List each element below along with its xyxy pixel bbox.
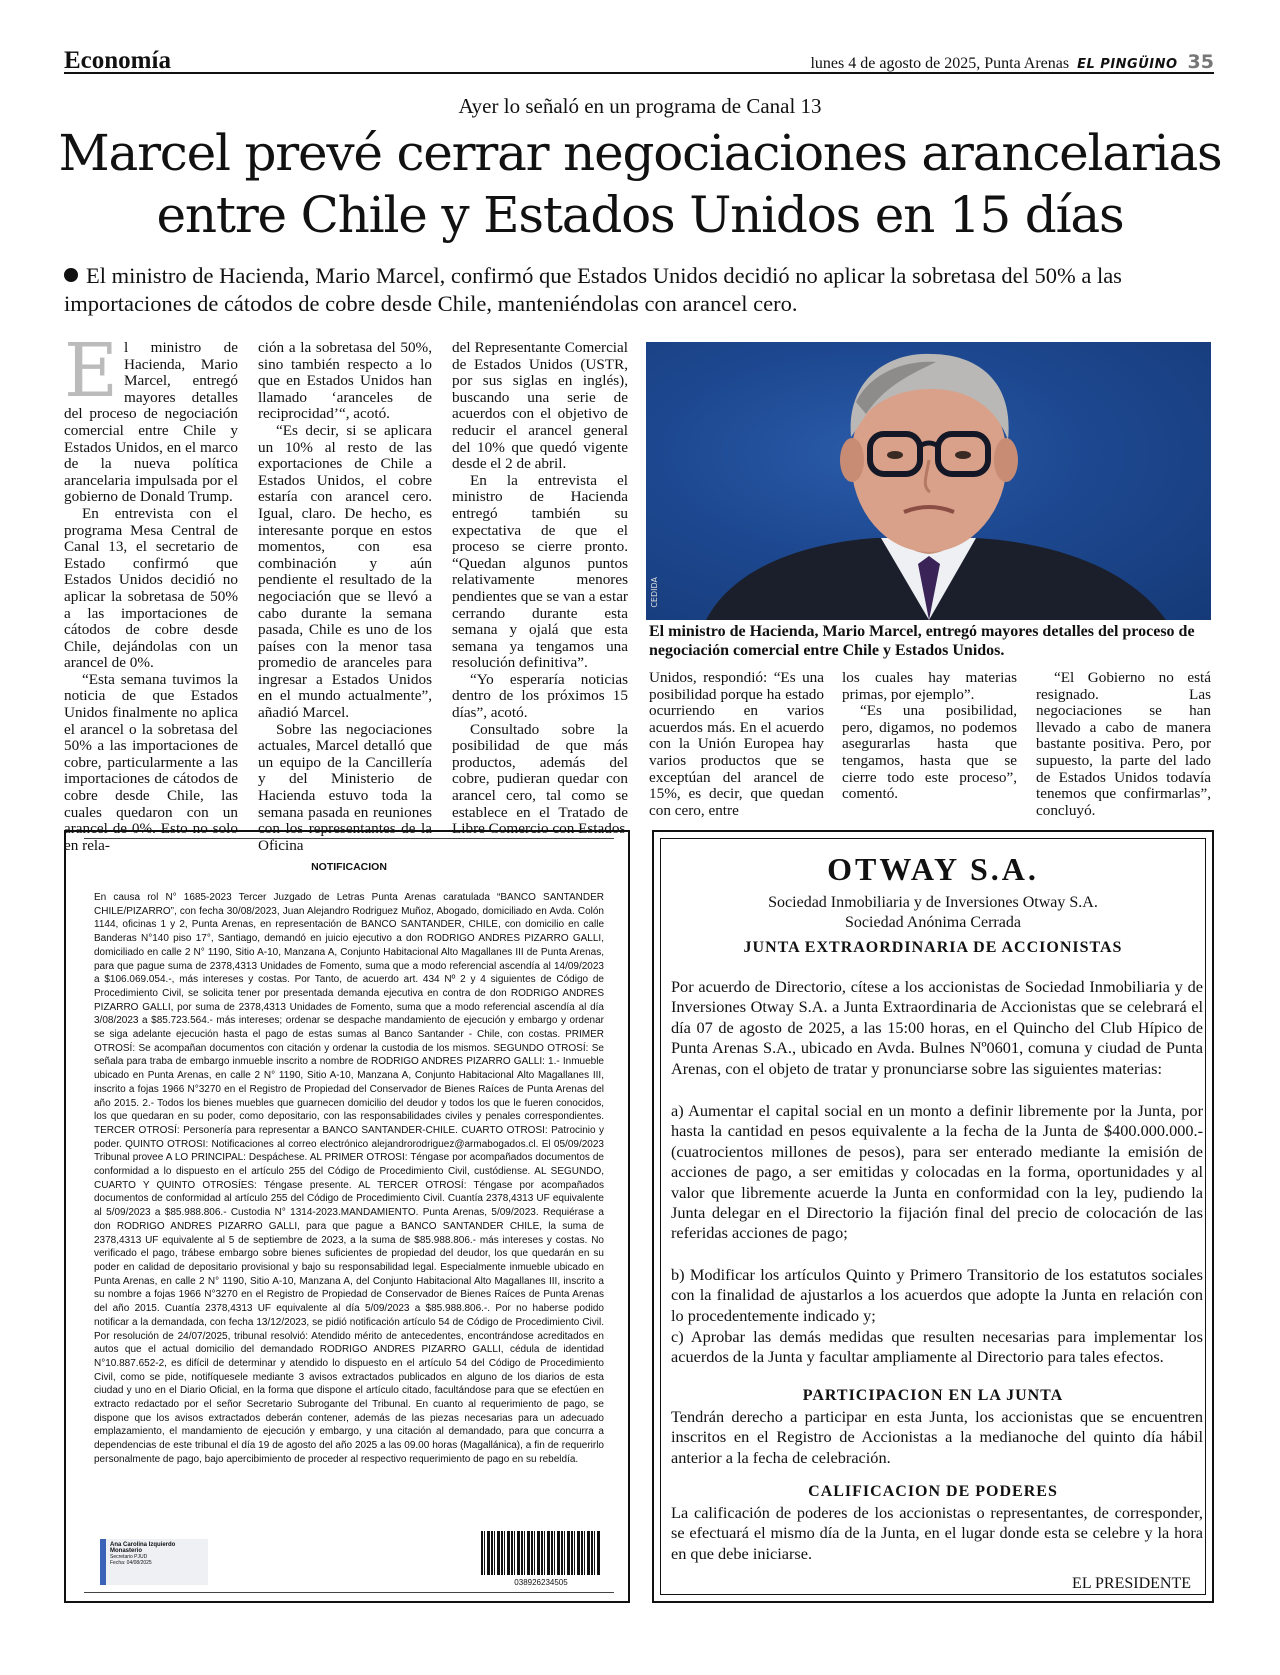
signature-president: EL PRESIDENTE (1072, 1575, 1191, 1592)
paragraph: los cuales hay materias primas, por ejemplo”. (842, 669, 1017, 703)
item-b: b) Modificar los artículos Quinto y Primero Transitorio de los estatutos sociales con la finalidad de ajustarlos a los acuerdos que adopte la Junta en relación con lo procedentemente indicado y; (671, 1265, 1203, 1325)
otway-notice (652, 830, 1214, 1603)
article-column-4 (649, 670, 824, 819)
signer-date: Fecha: 04/08/2025 (110, 1560, 152, 1566)
drop-cap: E (64, 328, 119, 414)
signer-name: Ana Carolina Izquierdo Monasterio (110, 1542, 176, 1554)
barcode-number: 038926234505 (514, 1578, 568, 1587)
electronic-signature (100, 1539, 208, 1585)
barcode-icon (481, 1531, 601, 1575)
company-subtitle-2: Sociedad Anónima Cerrada (845, 914, 1021, 931)
company-subtitle (661, 893, 1205, 933)
page-header (64, 48, 1214, 74)
powers-heading: CALIFICACION DE PODERES (808, 1483, 1058, 1500)
article-column-1 (64, 328, 238, 854)
article-headline (40, 122, 1240, 246)
participation-heading: PARTICIPACION EN LA JUNTA (802, 1387, 1064, 1404)
photo-caption: El ministro de Hacienda, Mario Marcel, entregó mayores detalles del proceso de negociación comercial entre Chile y Estados Unidos. (649, 623, 1195, 659)
header-right (810, 52, 1214, 75)
paragraph: Consultado sobre la posibilidad de que más productos, además del cobre, pudieran quedar con arancel cero, tal como se establece en el Tratado de Libre Comercio con Estados (452, 720, 628, 838)
notice-body: En causa rol N° 1685-2023 Tercer Juzgado de Letras Punta Arenas caratulada “BANCO SANTANDER CHILE/PIZARRO”, con fecha 30/08/2023, Juan Alejandro Rodriguez Muñoz, Abogado, domiciliado en Avda. Colón 1144, oficinas 1 y 2, Punta Arenas, en representación de BANCO SANTANDER, CHILE, con domicilio en calle Banderas N°140 piso 17°, Santiago, demandó en juicio ejecutivo a don RODRIGO ANDRES PIZARRO GALLI, domiciliado en calle 2 N° 1190, Sitio A-10, Manzana A, Conjunto Habitacional Alto Magallanes III de Punta Arenas, para que pague suma de 2378,4313 Unidades de Fomento, suma que a modo referencial ascendía al 14/09/2023 a $106.069.054.-, más intereses y costas. Por Tanto, de acuerdo art. 434 Nº 2 y 4 siguientes de Código de Procedimiento Civil, se solicita tener por presentada demanda ejecutiva en contra de don RODRIGO ANDRES PIZARRO GALLI, por suma de 2378,4313 Unidades de Fomento, suma que a modo referencial ascendía al día 3/08/2023 a $85.723.564.- más intereses; ordenar se despache mandamiento de ejecución y embargo y ordenar se siga adelante ejecución hasta el pago de estas sumas al Banco Santander - Chile, con costas. PRIMER OTROSÍ: Se acompañan documentos con citación y ordenar la custodia de los mismos. SEGUNDO OTROSÍ: Se señala para traba de embargo inmueble inscrito a nombre de RODRIGO ANDRES PIZARRO GALLI: 1.- Inmueble ubicado en Punta Arenas, en calle 2 N° 1190, Sitio A-10, Manzana A, Conjunto Habitacional Alto Magallanes III, inscrito a fojas 1966 N°3270 en el Registro de Propiedad del Conservador de Bienes Raíces de Punta Arenas del año 2015. 2.- Todos los bienes muebles que guarnecen domicilio del deudor y todos los que le fueren conocidos, los que quedaran en su poder, como depositario, con las responsabilidades civiles y penales correspondientes. TERCER OTROSÍ: Personería para representar a BANCO SANTANDER-CHILE. CUARTO OTROSI: Patrocinio y poder. QUINTO OTROSI: Notificaciones al correo electrónico alejandrorodriguez@armabogados.cl. El 05/09/2023 Tribunal provee A LO PRINCIPAL: Despáchese. AL PRIMER OTROSI: Téngase por acompañados documentos de conformidad a lo dispuesto en el artículo 255 del Código de Procedimiento Civil, custódiense. AL SEGUNDO, CUARTO Y QUINTO OTROSÍES: Téngase presente. AL TERCER OTROSÍ: Téngase por acompañados documentos de conformidad al artículo 255 del Código de Procedimiento Civil. Cuantía 2378,4313 UF equivalente al 5/09/2023 a $85.988.806.- Custodia N° 1314-2023.MANDAMIENTO. Punta Arenas, 5/09/2023. Requiérase a don RODRIGO ANDRES PIZARRO GALLI, para que pague a BANCO SANTANDER CHILE, la suma de 2378,4313 UF equivalente al 5 de septiembre de 2023, a la suma de $85.988.806.- más intereses y costas. No verificado el pago, trábese embargo sobre bienes suficientes de propiedad del deudor, los que quedarán en su poder en calidad de depositario provisional y bajo su responsabilidad legal. Especialmente inmueble ubicado en Punta Arenas, en calle 2 N° 1190, Sitio A-10, Manzana A, del Conjunto Habitacional Alto Magallanes III, inscrito a su nombre a fojas 1966 N°3270 en el Registro de Propiedad de Conservador de Bienes Raíces de Punta Arenas del año 2015. Cuantía 2378,4313 UF equivalente al día 5/09/2023 a $85.988.806.-. Por no haberse podido notificar a la demandada, con fecha 13/12/2023, se pidió notificación artículo 54 de Código de Procedimiento Civil. Por resolución de 24/07/2025, tribunal resolvió: Atendido mérito de antecedentes, encontrándose acreditados en autos que el actual domicilio del demandado RODRIGO ANDRES PIZARRO GALLI, cédula de identidad N°10.887.652-2, es difícil de determinar y atendido lo dispuesto en el artículo 54 del Código de Procedimiento Civil, como se pide, notifíquesele mediante 3 avisos extractados publicados en alguno de los diarios de esta ciudad y uno en el Diario Oficial, en la forma que dispone el artículo citado, facultándose para que se efectúen en extracto redactado por el señor Secretario Subrogante del Tribunal. En cuanto al requerimiento de pago, se dispone que los avisos extractados deberán contener, además de las piezas necesarias para un adecuado emplazamiento, el mandamiento de ejecución y embargo, y una citación al demandado, para que concurra a dependencias de este tribunal el día 19 de agosto del año 2025 a las 09.00 horas (Magallánica), a fin de requerirlo personalmente de pago, bajo apercibimiento de proceder al respectivo requerimiento de pago en su rebeldía. (94, 892, 604, 1465)
paragraph: Unidos, respondió: “Es una posibilidad porque ha estado ocurriendo en varios acuerdos más. En el acuerdo con la Unión Europea hay varios productos que se exceptúan del arancel de 15%, es decir, que quedan con cero, entre (649, 669, 824, 819)
paragraph: “El Gobierno no está resignado. Las negociaciones se han llevado a cabo de manera bastante positiva. Pero, por supuesto, la parte del lado de Estados Unidos todavía tenemos que confirmarlas”, concluyó. (1036, 669, 1211, 819)
portrait-illustration (646, 342, 1211, 620)
page-number: 35 (1187, 51, 1214, 73)
article-photo (646, 342, 1211, 620)
legal-notice (64, 830, 630, 1603)
lead-text: El ministro de Hacienda, Mario Marcel, confirmó que Estados Unidos decidió no aplicar la sobretasa del 50% a las importaciones de cátodos de cobre desde Chile, manteniéndolas con arancel cero. (64, 263, 1122, 316)
paragraph: Sobre las negociaciones actuales, Marcel detalló que un equipo de la Cancillería y del Ministerio de Hacienda estuvo toda la semana pasada en reuniones con los representantes de la Oficina (258, 720, 432, 854)
paragraph: l ministro de Hacienda, Mario Marcel, entregó mayores detalles del proceso de negociación comercial entre Chile y Estados Unidos, en el marco de la nueva política arancelaria impulsada por el gobierno de Donald Trump. (64, 339, 238, 506)
article-column-6 (1036, 670, 1211, 819)
article-lead (64, 262, 1214, 318)
notice-title: NOTIFICACION (311, 861, 387, 873)
item-c: c) Aprobar las demás medidas que resulten necesarias para implementar los acuerdos de la Junta y facultar ampliamente al Directorio para tales efectos. (671, 1327, 1203, 1367)
item-a: a) Aumentar el capital social en un monto a definir libremente por la Junta, por hasta la cantidad en pesos equivalente a la fecha de la Junta de $400.000.000.- (cuatrocientos millones de pesos), para ser enterado mediante la emisión de acciones de pago, a ser emitidas y colocadas en la forma, oportunidades y al valor que libremente acuerde la Junta en conformidad con la ley, pudiendo la Junta delegar en el Directorio la fijación final del precio de colocación de las referidas acciones de pago; (671, 1101, 1203, 1243)
company-subtitle-1: Sociedad Inmobiliaria y de Inversiones Otway S.A. (768, 894, 1098, 911)
paragraph: “Es una posibilidad, pero, digamos, no podemos asegurarlas hasta que tengamos, hasta que se cierre todo este proceso”, comentó. (842, 702, 1017, 803)
participation-text: Tendrán derecho a participar en esta Junta, los accionistas que se encuentren inscritos en el Registro de Accionistas a la medianoche del quinto día hábil anterior a la fecha de celebración. (671, 1407, 1203, 1467)
otway-notice-inner (660, 838, 1206, 1595)
paragraph: del Representante Comercial de Estados Unidos (USTR, por sus siglas en inglés), buscando una serie de acuerdos con el objetivo de reducir el arancel general del 10% que quedó vigente desde el 2 de abril. (452, 339, 628, 473)
signer-role: Secretario PJUD (110, 1554, 148, 1560)
article-kicker: Ayer lo señaló en un programa de Canal 13 (458, 94, 822, 118)
company-name: OTWAY S.A. (827, 851, 1039, 887)
paragraph: “Es decir, si se aplicara un 10% al resto de las exportaciones de Chile a Estados Unidos, el cobre estaría con arancel cero. Igual, claro. De hecho, es interesante porque en estos momentos, con esa combinación y aún pendiente el resultado de la negociación que se llevó a cabo durante la semana pasada, Chile es uno de los países con la menor tasa promedio de aranceles para ingresar a Estados Unidos en el mundo actualmente”, añadió Marcel. (258, 421, 432, 722)
powers-text: La calificación de poderes de los accionistas o representantes, de corresponder, se efectuará el mismo día de la Junta, en el lugar donde esta se celebre y la hora en que debe iniciarse. (671, 1503, 1203, 1563)
section-name: Economía (64, 47, 171, 74)
meeting-intro: Por acuerdo de Directorio, cítese a los accionistas de Sociedad Inmobiliaria y de Inversiones Otway S.A. a Junta Extraordinaria de Accionistas que se celebrará el día 07 de agosto de 2025, a las 15:00 horas, en el Quincho del Club Hípico de Punta Arenas S.A., ubicado en Avda. Bulnes Nº0601, comuna y ciudad de Punta Arenas, con el objeto de tratar y pronunciarse sobre las siguientes materias: (671, 977, 1203, 1078)
article-column-3 (452, 340, 628, 838)
legal-notice-inner (84, 838, 614, 1593)
article-column-5 (842, 670, 1017, 803)
paragraph: “Esta semana tuvimos la noticia de que Estados Unidos finalmente no aplica el arancel o la sobretasa del 50% a las importaciones de cobre, particularmente a las importaciones de cátodos de cobre desde Chile, las cuales quedaron con un arancel de 0%. Esto no solo en rela- (64, 670, 238, 854)
photo-credit: CEDIDA (650, 577, 659, 608)
headline-line-2: entre Chile y Estados Unidos en 15 días (156, 186, 1124, 244)
headline-line-1: Marcel prevé cerrar negociaciones arancelarias (58, 124, 1222, 182)
meeting-heading: JUNTA EXTRAORDINARIA DE ACCIONISTAS (743, 939, 1123, 956)
paragraph: En la entrevista el ministro de Hacienda entregó también su expectativa de que el proceso se cierre pronto. “Quedan algunos puntos relativamente menores pendientes que se van a estar cerrando durante esta semana y ojalá que esta semana ya tengamos una resolución definitiva”. (452, 471, 628, 672)
article-column-2 (258, 340, 432, 854)
date-line: lunes 4 de agosto de 2025, Punta Arenas (810, 55, 1070, 72)
paragraph: ción a la sobretasa del 50%, sino también respecto a lo que en Estados Unidos han llamado ‘aranceles de reciprocidad’“, acotó. (258, 339, 432, 423)
newspaper-logo: EL PINGÜINO (1077, 57, 1178, 72)
paragraph: “Yo esperaría noticias dentro de los próximos 15 días”, acotó. (452, 670, 628, 722)
bullet-icon (64, 268, 78, 282)
paragraph: En entrevista con el programa Mesa Central de Canal 13, el secretario de Estado confirmó que Estados Unidos decidió no aplicar la sobretasa de 50% a las importaciones de cátodos de cobre desde Chile, dejándolas con un arancel de 0%. (64, 504, 238, 672)
